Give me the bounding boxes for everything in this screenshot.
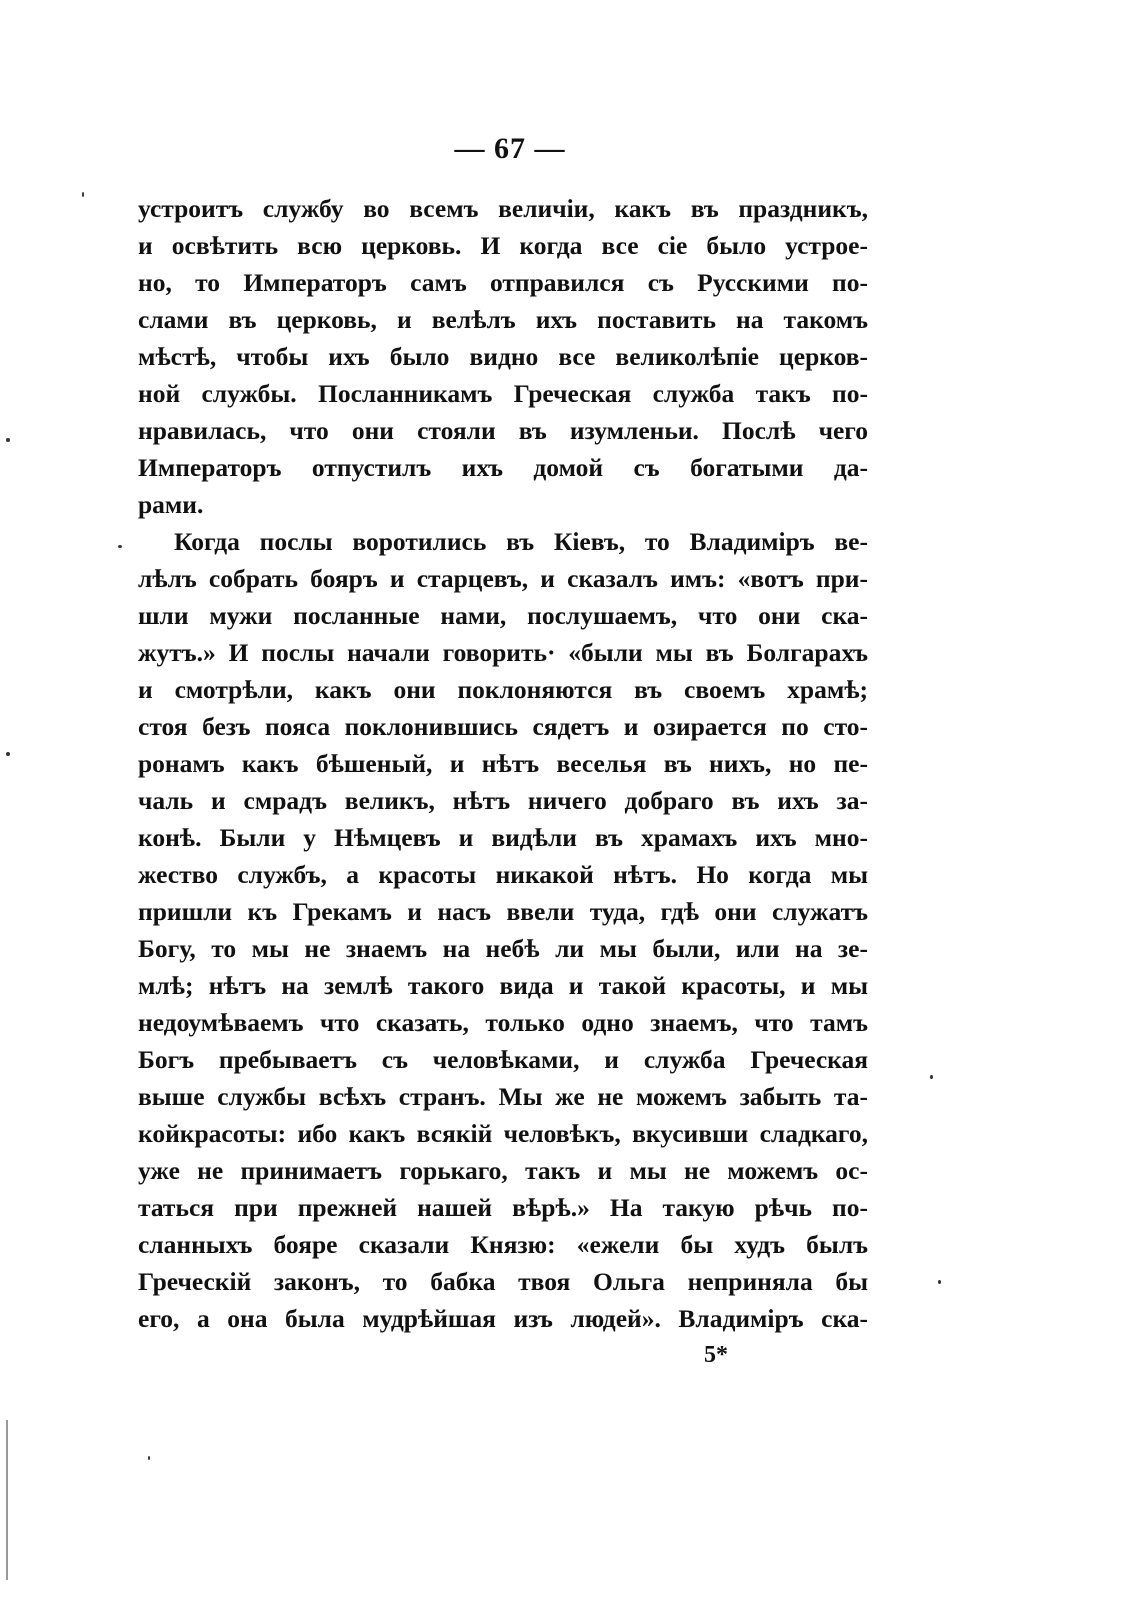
text-line: нравилась, что они стояли въ изумленьи. Послѣ чего bbox=[138, 416, 868, 445]
scan-speck bbox=[148, 1456, 150, 1460]
text-line: Богу, то мы не знаемъ на небѣ ли мы были, или на зе- bbox=[138, 934, 868, 963]
text-line: устроитъ службу во всемъ величіи, какъ въ праздникъ, bbox=[138, 194, 868, 223]
scan-speck bbox=[930, 1075, 933, 1079]
text-line: шли мужи посланные нами, послушаемъ, что они ска- bbox=[138, 601, 868, 630]
text-line: и освѣтить всю церковь. И когда все сіе было устрое- bbox=[138, 231, 868, 260]
text-line: ной службы. Посланникамъ Греческая служба такъ по- bbox=[138, 379, 868, 408]
paragraph-start-line: Когда послы воротились въ Кіевъ, то Владиміръ ве- bbox=[174, 527, 868, 556]
text-line: жутъ.» И послы начали говорить· «были мы въ Болгарахъ bbox=[138, 638, 868, 667]
text-line: сланныхъ бояре сказали Князю: «ежели бы худъ былъ bbox=[138, 1230, 868, 1259]
scan-speck bbox=[938, 1280, 941, 1284]
scan-speck bbox=[82, 192, 84, 197]
text-line: жество службъ, а красоты никакой нѣтъ. Но когда мы bbox=[138, 860, 868, 889]
text-line: конѣ. Были у Нѣмцевъ и видѣли въ храмахъ ихъ мно- bbox=[138, 823, 868, 852]
scan-speck bbox=[6, 752, 10, 756]
text-line: пришли къ Грекамъ и насъ ввели туда, гдѣ они служатъ bbox=[138, 897, 868, 926]
text-line: стоя безъ пояса поклонившись сядетъ и озирается по сто- bbox=[138, 712, 868, 741]
text-line: чаль и смрадъ великъ, нѣтъ ничего добраго въ ихъ за- bbox=[138, 786, 868, 815]
text-line: млѣ; нѣтъ на землѣ такого вида и такой красоты, и мы bbox=[138, 971, 868, 1000]
text-line: но, то Императоръ самъ отправился съ Русскими по- bbox=[138, 268, 868, 297]
body-text bbox=[138, 190, 868, 1337]
signature-mark: 5* bbox=[704, 1342, 728, 1368]
text-line: таться при прежней нашей вѣрѣ.» На такую рѣчь по- bbox=[138, 1193, 868, 1222]
text-line: уже не принимаетъ горькаго, такъ и мы не можемъ ос- bbox=[138, 1156, 868, 1185]
text-line: Императоръ отпустилъ ихъ домой съ богатыми да- bbox=[138, 453, 868, 482]
page-number: — 67 — bbox=[454, 132, 566, 165]
text-line: и смотрѣли, какъ они поклоняются въ своемъ храмѣ; bbox=[138, 675, 868, 704]
text-line: койкрасоты: ибо какъ всякій человѣкъ, вкусивши сладкаго, bbox=[138, 1119, 868, 1148]
text-line: Богъ пребываетъ съ человѣками, и служба Греческая bbox=[138, 1045, 868, 1074]
text-line: его, а она была мудрѣйшая изъ людей». Владиміръ ска- bbox=[138, 1304, 868, 1333]
text-line: лѣлъ собрать бояръ и старцевъ, и сказалъ имъ: «вотъ при- bbox=[138, 564, 868, 593]
text-line: Греческій законъ, то бабка твоя Ольга непринялa бы bbox=[138, 1267, 868, 1296]
text-line: недоумѣваемъ что сказать, только одно знаемъ, что тамъ bbox=[138, 1008, 868, 1037]
text-line: выше службы всѣхъ странъ. Мы же не можемъ забыть та- bbox=[138, 1082, 868, 1111]
text-line: мѣстѣ, чтобы ихъ было видно все великолѣпіе церков- bbox=[138, 342, 868, 371]
scan-speck bbox=[6, 438, 10, 442]
text-line: ронамъ какъ бѣшеный, и нѣтъ веселья въ нихъ, но пе- bbox=[138, 749, 868, 778]
scan-speck bbox=[118, 545, 122, 548]
text-line: слами въ церковь, и велѣлъ ихъ поставить на такомъ bbox=[138, 305, 868, 334]
text-line: рами. bbox=[138, 490, 204, 519]
scan-speck bbox=[6, 1420, 8, 1580]
